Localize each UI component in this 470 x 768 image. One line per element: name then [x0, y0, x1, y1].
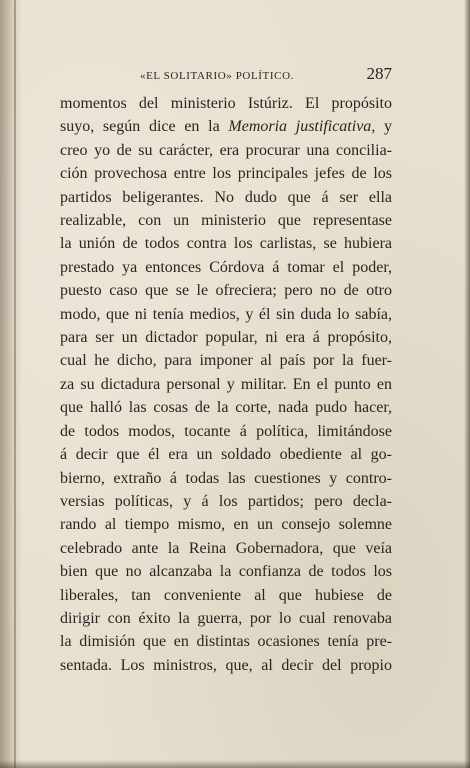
text-line: za su dictadura personal y militar. En el punto en [60, 375, 392, 393]
italic-title: Memoria justificativa [228, 118, 372, 136]
text-line: creo yo de su carácter, era procurar una concilia- [60, 141, 392, 159]
text-line: partidos beligerantes. No dudo que á ser ella [60, 188, 392, 206]
text-line: bien que no alcanzaba la confianza de todos los [60, 563, 392, 581]
text-line: suyo, según dice en la Memoria justificativa, y [60, 118, 393, 136]
page-header [60, 64, 392, 88]
text-line: bierno, extraño á todas las cuestiones y contro- [60, 469, 392, 487]
text-line: liberales, tan conveniente al que hubiese de [60, 586, 392, 604]
text-line: prestado ya entonces Córdova á tomar el poder, [60, 258, 392, 276]
page-number: 287 [366, 64, 392, 83]
page-fold-line [14, 0, 16, 768]
text-line: la dimisión que en distintas ocasiones tenía pre- [60, 633, 392, 651]
text-line: á decir que él era un soldado obediente al go- [60, 446, 392, 464]
page-edge-right [464, 0, 470, 768]
text-line: modo, que ni tenía medios, y él sin duda lo sabía, [60, 305, 392, 323]
text-line: versias políticas, y á los partidos; pero decla- [60, 492, 392, 510]
binding-shadow [0, 0, 22, 768]
page-edge-bottom [0, 760, 470, 768]
text-line: la unión de todos contra los carlistas, se hubiera [60, 235, 392, 253]
text-line: realizable, con un ministerio que representase [60, 212, 392, 230]
text-line: rando al tiempo mismo, en un consejo solemne [60, 516, 392, 534]
text-line: momentos del ministerio Istúriz. El propósito [60, 95, 392, 112]
body-text [60, 92, 392, 677]
text-line: cual he dicho, para imponer al país por la fuer- [60, 352, 392, 370]
running-head: «EL SOLITARIO» POLÍTICO. [140, 70, 294, 82]
text-line: ción provechosa entre los principales jefes de los [60, 165, 392, 183]
text-line: para ser un dictador popular, ni era á propósito, [60, 329, 392, 347]
text-line: dirigir con éxito la guerra, por lo cual renovaba [60, 609, 392, 627]
text-line: que halló las cosas de la corte, nada pudo hacer, [60, 399, 392, 417]
text-line: celebrado ante la Reina Gobernadora, que veía [60, 539, 392, 557]
text-line: de todos modos, tocante á política, limitándose [60, 422, 392, 440]
text-line: puesto caso que se le ofreciera; pero no de otro [60, 282, 392, 300]
text-line: sentada. Los ministros, que, al decir del propio [60, 656, 392, 674]
